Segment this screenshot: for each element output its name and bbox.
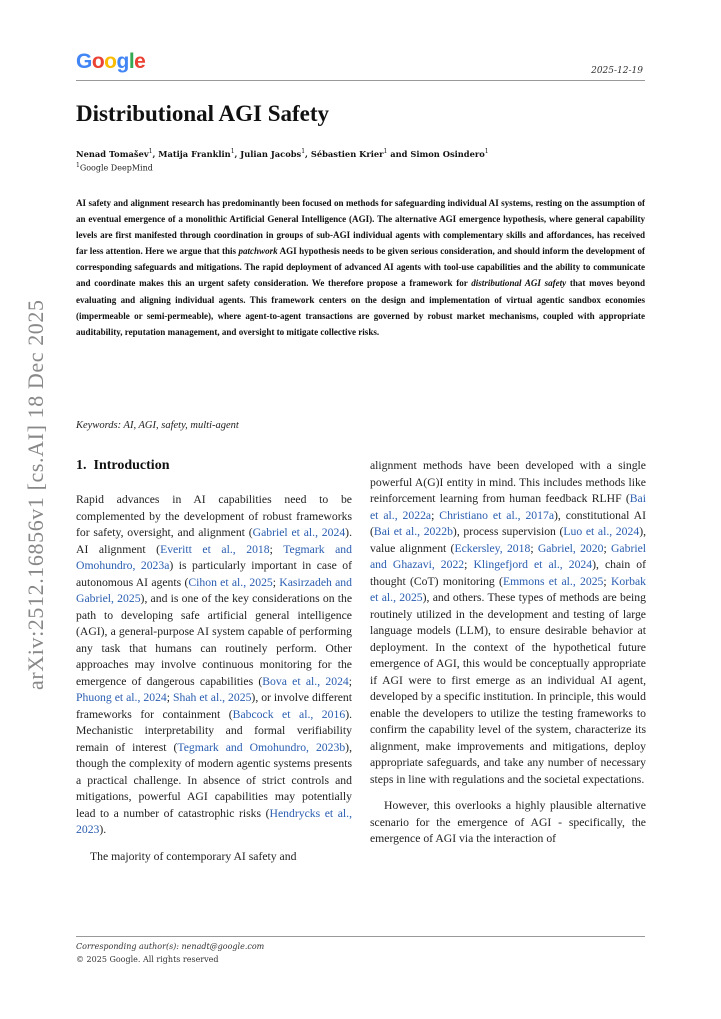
citation-link[interactable]: Christiano et al., 2017a	[439, 508, 555, 522]
body-text: ;	[431, 508, 440, 522]
body-text: ) is particularly important in case of autonomous AI agents (	[76, 559, 352, 589]
citation-link[interactable]: Klingefjord et al., 2024	[473, 558, 593, 571]
body-text: ), and is one of the key considerations on the path to developing safe artificial general intelligence (AGI), a general-purpose AI system capable of performing any task that humans can routinely perform. Other approaches may involve continuous monitoring for the emergence of dangerous capabilities (	[76, 592, 353, 688]
citation-link[interactable]: Kasirzadeh and Gabriel, 2025	[76, 575, 352, 605]
citation-link[interactable]: Gabriel et al., 2024	[252, 526, 346, 539]
google-logo	[76, 50, 145, 74]
abstract	[76, 195, 645, 340]
citation-link[interactable]: Shah et al., 2025	[173, 691, 252, 704]
citation-link[interactable]: Hendrycks et al., 2023	[76, 806, 352, 836]
body-text: ;	[269, 542, 284, 556]
body-text: ). AI alignment (	[76, 526, 352, 556]
copyright-notice: © 2025 Google. All rights reserved	[76, 955, 219, 964]
left-paragraph-2: The majority of contemporary AI safety and	[90, 849, 297, 863]
author-affiliation-marker: 1	[148, 148, 153, 155]
abstract-text-2: AGI hypothesis needs to be given serious consideration, and should inform the development of corresponding safeguards and mitigations. The rapid deployment of advanced AI agents with tool-use capabilities and the ability to communicate and coordinate makes this an urgent safety consideration. We therefore propose a framework for	[76, 246, 645, 289]
body-text: ), chain of thought (CoT) monitoring (	[370, 558, 647, 588]
author-separator: and	[387, 148, 411, 159]
citation-link[interactable]: Korbak et al., 2025	[370, 574, 646, 604]
citation-link[interactable]: Bova et al., 2024	[262, 674, 349, 688]
citation-link[interactable]: Cihon et al., 2025	[188, 575, 273, 589]
left-column	[76, 456, 352, 865]
footer-divider	[76, 936, 645, 937]
logo-letter: o	[104, 50, 117, 73]
affiliation-name: Google DeepMind	[79, 163, 153, 173]
left-paragraph-1	[76, 492, 352, 839]
citation-link[interactable]: Everitt et al., 2018	[160, 542, 270, 556]
paper-date: 2025-12-19	[591, 66, 643, 76]
body-text: ;	[166, 691, 173, 704]
affiliation	[76, 162, 153, 173]
author-list	[76, 148, 489, 159]
paper-title: Distributional AGI Safety	[76, 101, 330, 126]
body-text: ;	[603, 574, 611, 588]
author-affiliation-marker: 1	[383, 148, 388, 155]
arxiv-stamp: arXiv:2512.16856v1 [cs.AI] 18 Dec 2025	[23, 299, 48, 690]
section-number: 1.	[76, 458, 87, 473]
citation-link[interactable]: Luo et al., 2024	[563, 525, 640, 538]
body-text: ), though the complexity of modern agentic systems presents a practical challenge. In absence of strict controls and mitigations, powerful AGI capabilities may potentially lead to a number of catastrophic risks (	[76, 740, 352, 820]
citation-link[interactable]: Bai et al., 2022b	[373, 525, 453, 538]
body-text: ), or involve different frameworks for containment (	[76, 691, 352, 721]
abstract-text-3: that moves beyond evaluating and aligning individual agents. This framework centers on the design and implementation of virtual agentic sandbox economies (impermeable or semi-permeable), where agent-to-agent transactions are governed by robust market mechanisms, coupled with appropriate auditability, reputation management, and oversight to mitigate collective risks.	[76, 278, 645, 337]
body-text: ;	[603, 541, 611, 555]
author-name: Simon Osindero	[410, 148, 485, 159]
section-heading	[76, 456, 352, 476]
body-text: ), value alignment (	[370, 525, 647, 555]
affiliation-marker: 1	[76, 162, 80, 169]
author-separator: ,	[234, 148, 241, 159]
abstract-text-1: AI safety and alignment research has predominantly been focused on methods for safeguarding individual AI systems, resting on the assumption of an eventual emergence of a monolithic Artificial General Intelligence (AGI). The alternative AGI emergence hypothesis, where general capability levels are first manifested through coordination in groups of sub-AGI individual agents with complementary skills and affordances, has received far less attention. Here we argue that this	[76, 198, 645, 257]
logo-letter: l	[128, 50, 135, 73]
body-text: ;	[464, 558, 474, 571]
body-text: ). Mechanistic interpretability and formal verifiability remain of interest (	[76, 707, 353, 754]
body-text: Rapid advances in AI capabilities need to be complemented by the development of robust frameworks for safety, oversight, and alignment (	[76, 493, 352, 539]
right-paragraph-1	[370, 458, 646, 788]
citation-link[interactable]: Babcock et al., 2016	[232, 707, 346, 721]
author-affiliation-marker: 1	[230, 148, 235, 155]
citation-link[interactable]: Emmons et al., 2025	[502, 574, 604, 588]
author-name: Nenad Tomašev	[76, 148, 149, 159]
body-text: ;	[348, 674, 353, 688]
author-name: Sébastien Krier	[310, 148, 384, 159]
logo-letter: e	[134, 50, 146, 73]
body-text: ;	[272, 575, 280, 589]
citation-link[interactable]: Phuong et al., 2024	[76, 691, 167, 704]
author-affiliation-marker: 1	[484, 148, 489, 155]
author-name: Matija Franklin	[158, 148, 231, 159]
author-separator: ,	[152, 148, 159, 159]
section-title: Introduction	[93, 458, 170, 473]
body-text: ;	[530, 541, 538, 555]
body-text: ).	[99, 823, 107, 836]
keywords: Keywords: AI, AGI, safety, multi-agent	[76, 420, 239, 431]
header-divider	[76, 80, 645, 81]
right-paragraph-2: However, this overlooks a highly plausible alternative scenario for the emergence of AGI - specifically, the emergence of AGI via the interaction of	[370, 799, 646, 845]
logo-letter: o	[91, 50, 105, 73]
citation-link[interactable]: Gabriel, 2020	[537, 541, 604, 555]
body-text: ), constitutional AI (	[370, 508, 646, 538]
logo-letter: G	[76, 50, 92, 73]
body-text: ), and others. These types of methods are being routinely utilized in the development and testing of large language models (LLM), to ensure desirable behavior at deployment. In the context of the hypothetical future emergence of AGI, this would be conceptually appropriate if AGI were to first emerge as an individual AI agent, developed by a specific institution. In principle, this would enable the developers to utilize the testing frameworks to confirm the capability level of the system, characterize its alignment, make improvements and mitigations, deploy appropriate safeguards, and take any number of necessary steps in line with regulations and the societal expectations.	[370, 591, 646, 786]
author-name: Julian Jacobs	[240, 148, 302, 159]
citation-link[interactable]: Eckersley, 2018	[454, 541, 531, 555]
citation-link[interactable]: Bai et al., 2022a	[370, 492, 646, 522]
citation-link[interactable]: Tegmark and Omohundro, 2023a	[76, 542, 352, 572]
author-separator: ,	[305, 148, 311, 159]
right-column	[370, 458, 646, 848]
citation-link[interactable]: Tegmark and Omohundro, 2023b	[177, 740, 346, 754]
abstract-emphasis-2: distributional AGI safety	[471, 278, 567, 289]
logo-letter: g	[116, 50, 129, 73]
abstract-emphasis-1: patchwork	[238, 246, 278, 257]
author-affiliation-marker: 1	[301, 148, 306, 155]
citation-link[interactable]: Gabriel and Ghazavi, 2022	[370, 541, 647, 571]
body-text: alignment methods have been developed with a single powerful A(G)I entity in mind. This includes methods like reinforcement learning from human feedback RLHF (	[370, 459, 646, 505]
corresponding-author: Corresponding author(s): nenadt@google.com	[76, 942, 265, 951]
body-text: ), process supervision (	[452, 525, 564, 538]
